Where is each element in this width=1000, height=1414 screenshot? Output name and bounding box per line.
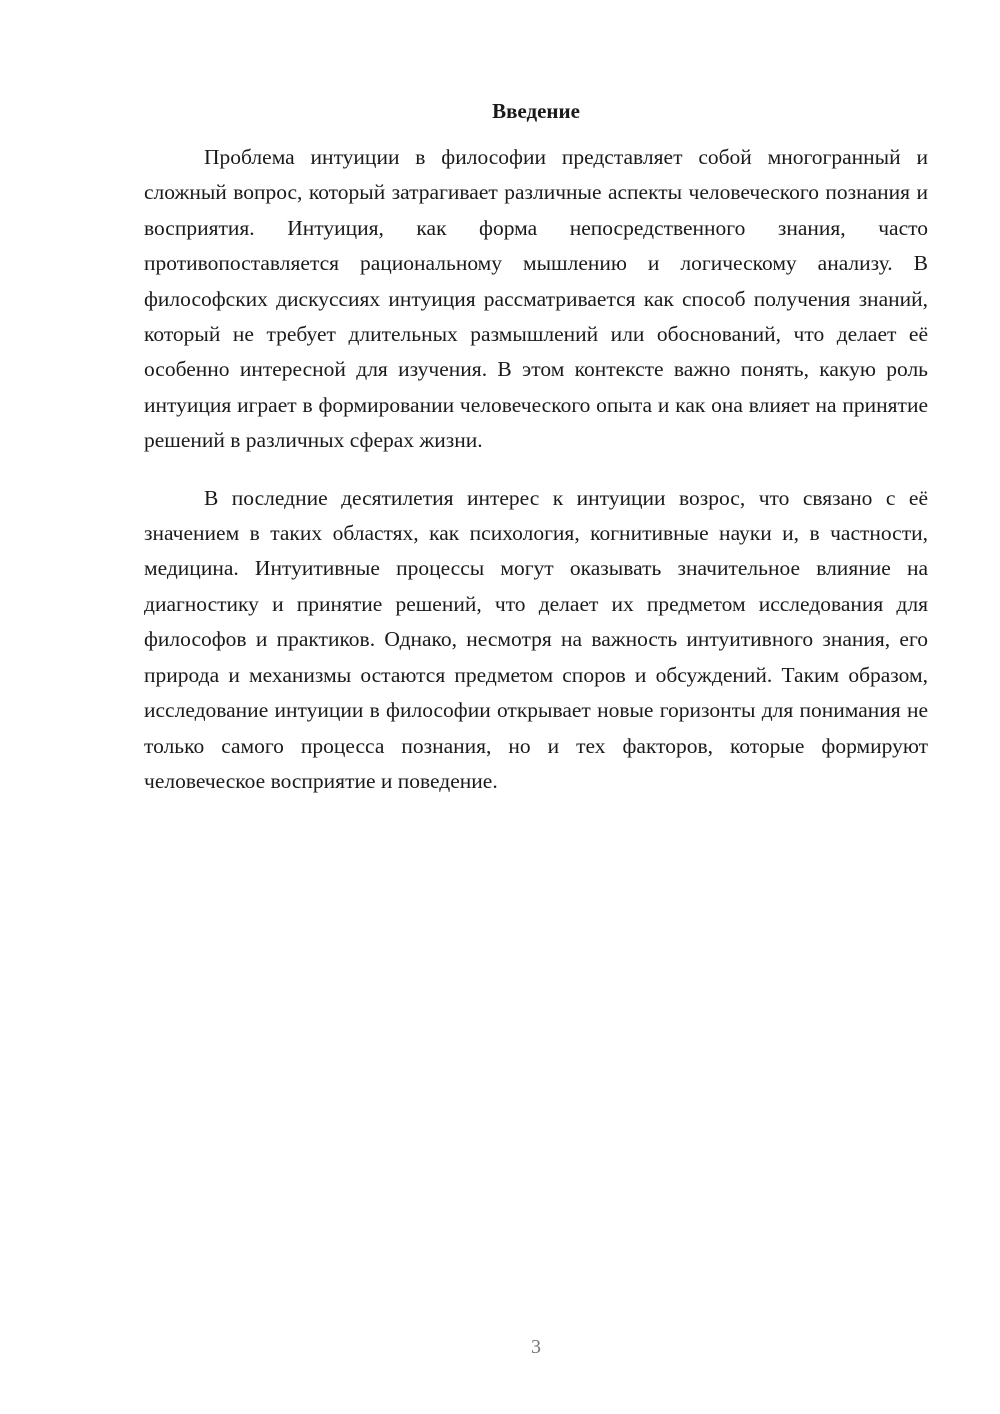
page-number: 3 (531, 1336, 541, 1358)
paragraph-1: Проблема интуиции в философии представляет собой многогранный и сложный вопрос, который затрагивает различные аспекты человеческого познания и восприятия. Интуиция, как форма непосредственного знания, часто противопоставляется рациональному мышлению и логическому анализу. В философских дискуссиях интуиция рассматривается как способ получения знаний, который не требует длительных размышлений или обоснований, что делает её особенно интересной для изучения. В этом контексте важно понять, какую роль интуиция играет в формировании человеческого опыта и как она влияет на принятие решений в различных сферах жизни. (144, 145, 928, 453)
page-content (144, 96, 928, 799)
paragraph-2: В последние десятилетия интерес к интуиции возрос, что связано с её значением в таких областях, как психология, когнитивные науки и, в частности, медицина. Интуитивные процессы могут оказывать значительное влияние на диагностику и принятие решений, что делает их предметом исследования для философов и практиков. Однако, несмотря на важность интуитивного знания, его природа и механизмы остаются предметом споров и обсуждений. Таким образом, исследование интуиции в философии открывает новые горизонты для понимания не только самого процесса познания, но и тех факторов, которые формируют человеческое восприятие и поведение. (144, 485, 928, 793)
section-heading: Введение (492, 99, 580, 123)
